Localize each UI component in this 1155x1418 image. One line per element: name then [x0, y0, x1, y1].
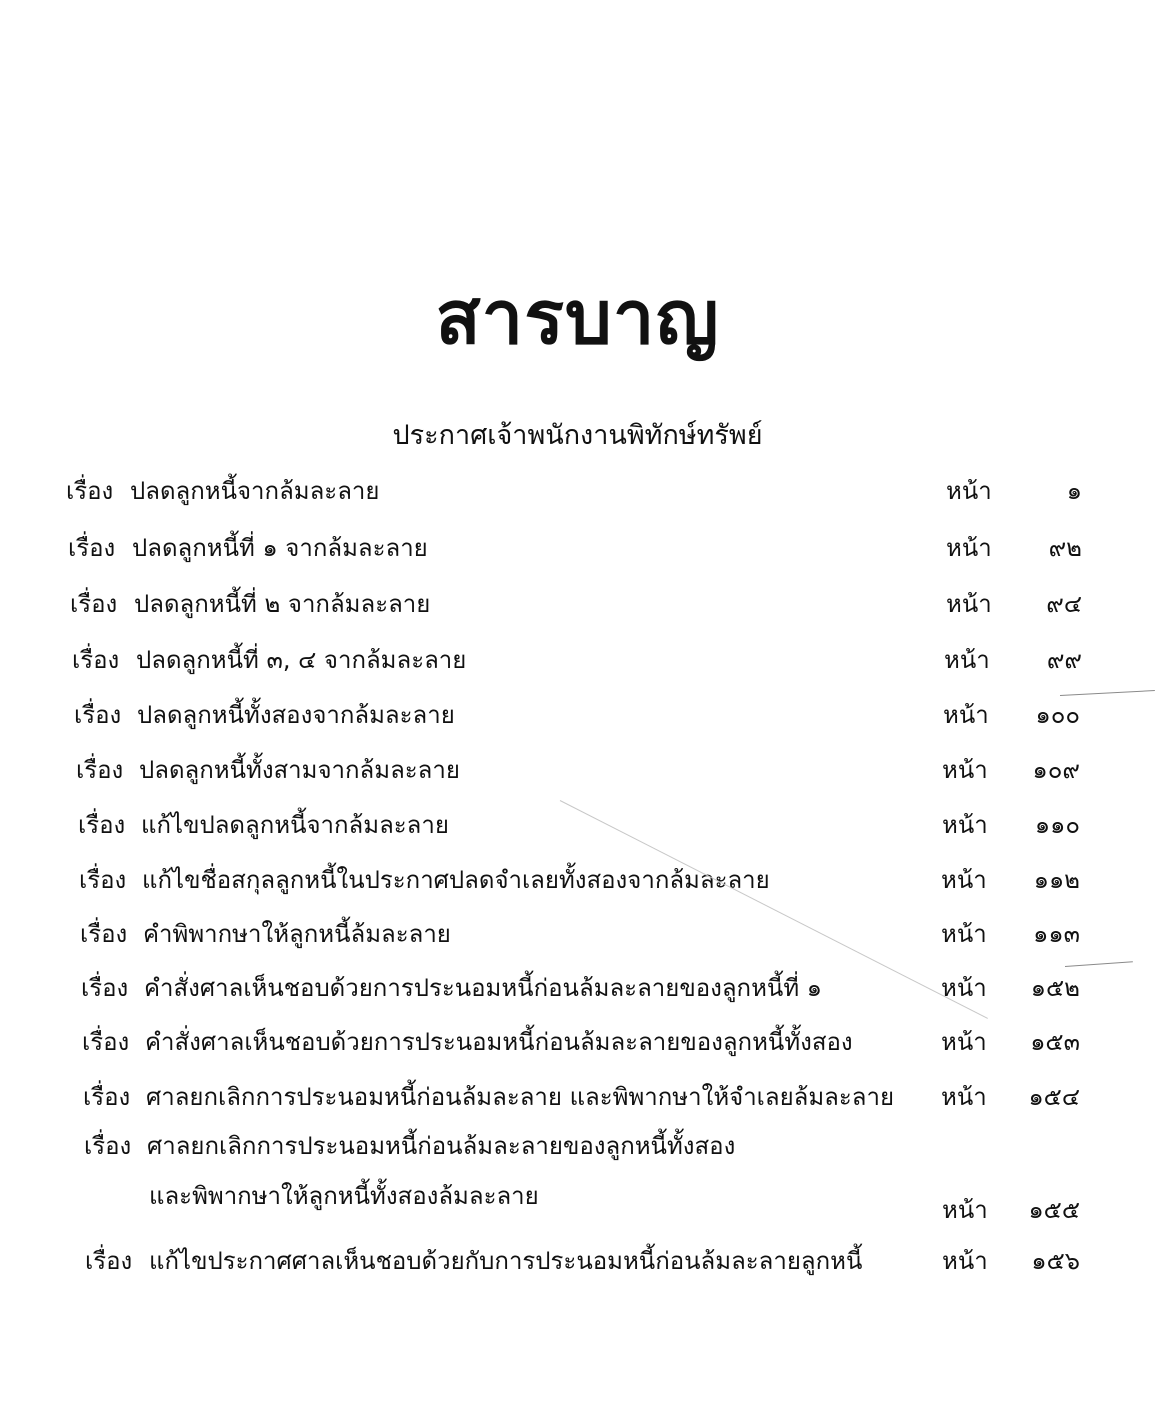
toc-entry-title: ปลดลูกหนี้ที่ ๑ จากล้มละลาย	[132, 534, 428, 562]
toc-entry-page-number: ๑๕๔	[1028, 1083, 1080, 1111]
toc-entry-prefix: เรื่อง	[70, 590, 118, 618]
toc-entry-title: ศาลยกเลิกการประนอมหนี้ก่อนล้มละลายของลูกหนี้ทั้งสอง	[147, 1132, 736, 1160]
toc-entry-prefix: เรื่อง	[78, 811, 126, 839]
section-heading: ประกาศเจ้าพนักงานพิทักษ์ทรัพย์	[392, 420, 763, 451]
toc-entry-prefix: เรื่อง	[85, 1247, 133, 1275]
toc-entry-page-number: ๑๑๐	[1034, 811, 1080, 839]
toc-entry-title: คำสั่งศาลเห็นชอบด้วยการประนอมหนี้ก่อนล้มละลายของลูกหนี้ทั้งสอง	[145, 1028, 853, 1056]
toc-entry-prefix: เรื่อง	[74, 701, 122, 729]
toc-entry-page-number: ๑๕๖	[1031, 1247, 1080, 1275]
toc-entry-page-label: หน้า	[943, 701, 989, 729]
page-title: สารบาญ	[435, 275, 720, 361]
toc-entry-page-number: ๑๕๓	[1030, 1028, 1080, 1056]
toc-entry-page-number: ๑๕๒	[1030, 974, 1080, 1002]
toc-entry-page-number: ๙๙	[1046, 646, 1082, 674]
toc-entry-prefix: เรื่อง	[79, 866, 127, 894]
toc-entry-page-label: หน้า	[942, 1196, 988, 1224]
toc-entry-page-label: หน้า	[941, 920, 987, 948]
toc-entry-page-label: หน้า	[946, 590, 992, 618]
toc-entry-page-label: หน้า	[942, 811, 988, 839]
toc-entry-page-label: หน้า	[942, 756, 988, 784]
toc-entry-title: แก้ไขปลดลูกหนี้จากล้มละลาย	[141, 811, 449, 839]
toc-entry-prefix: เรื่อง	[72, 646, 120, 674]
toc-entry-title: ปลดลูกหนี้ทั้งสามจากล้มละลาย	[139, 756, 460, 784]
toc-entry-title: ปลดลูกหนี้ที่ ๓, ๔ จากล้มละลาย	[136, 646, 467, 674]
toc-entry-prefix: เรื่อง	[83, 1083, 131, 1111]
toc-entry-page-number: ๑๐๐	[1035, 701, 1080, 729]
toc-entry-prefix: เรื่อง	[68, 534, 116, 562]
toc-entry-title: ปลดลูกหนี้ทั้งสองจากล้มละลาย	[137, 701, 455, 729]
toc-entry-page-label: หน้า	[942, 1247, 988, 1275]
toc-entry-title: ศาลยกเลิกการประนอมหนี้ก่อนล้มละลาย และพิพากษาให้จำเลยล้มละลาย	[146, 1083, 895, 1111]
toc-entry-prefix: เรื่อง	[81, 974, 129, 1002]
toc-entry-page-label: หน้า	[941, 866, 987, 894]
toc-entry-page-number: ๑	[1066, 477, 1082, 505]
toc-entry-page-number: ๑๐๙	[1032, 756, 1080, 784]
toc-entry-page-label: หน้า	[941, 974, 987, 1002]
toc-entry-page-label: หน้า	[941, 1083, 987, 1111]
toc-entry-page-number: ๑๑๒	[1033, 866, 1080, 894]
toc-entry-title: คำพิพากษาให้ลูกหนี้ล้มละลาย	[143, 920, 451, 948]
toc-entry-page-number: ๑๕๕	[1028, 1196, 1080, 1224]
toc-entry-title: คำสั่งศาลเห็นชอบด้วยการประนอมหนี้ก่อนล้มละลายของลูกหนี้ที่ ๑	[144, 974, 822, 1002]
toc-entry-page-label: หน้า	[946, 477, 992, 505]
toc-entry-title-continuation: และพิพากษาให้ลูกหนี้ทั้งสองล้มละลาย	[149, 1182, 539, 1210]
toc-entry-page-label: หน้า	[941, 1028, 987, 1056]
toc-entry-title: ปลดลูกหนี้จากล้มละลาย	[130, 477, 380, 505]
toc-entry-page-number: ๙๔	[1046, 590, 1082, 618]
toc-entry-prefix: เรื่อง	[82, 1028, 130, 1056]
toc-entry-page-number: ๙๒	[1048, 534, 1082, 562]
toc-entry-page-label: หน้า	[944, 646, 990, 674]
toc-entry-prefix: เรื่อง	[76, 756, 124, 784]
toc-entry-prefix: เรื่อง	[66, 477, 114, 505]
toc-entry-page-label: หน้า	[946, 534, 992, 562]
toc-entry-title: ปลดลูกหนี้ที่ ๒ จากล้มละลาย	[134, 590, 431, 618]
toc-entry-title: แก้ไขชื่อสกุลลูกหนี้ในประกาศปลดจำเลยทั้งสองจากล้มละลาย	[142, 866, 770, 894]
toc-entry-page-number: ๑๑๓	[1033, 920, 1080, 948]
toc-entry-title: แก้ไขประกาศศาลเห็นชอบด้วยกับการประนอมหนี้ก่อนล้มละลายลูกหนี้	[149, 1247, 863, 1275]
toc-entry-prefix: เรื่อง	[80, 920, 128, 948]
toc-entry-prefix: เรื่อง	[84, 1132, 132, 1160]
